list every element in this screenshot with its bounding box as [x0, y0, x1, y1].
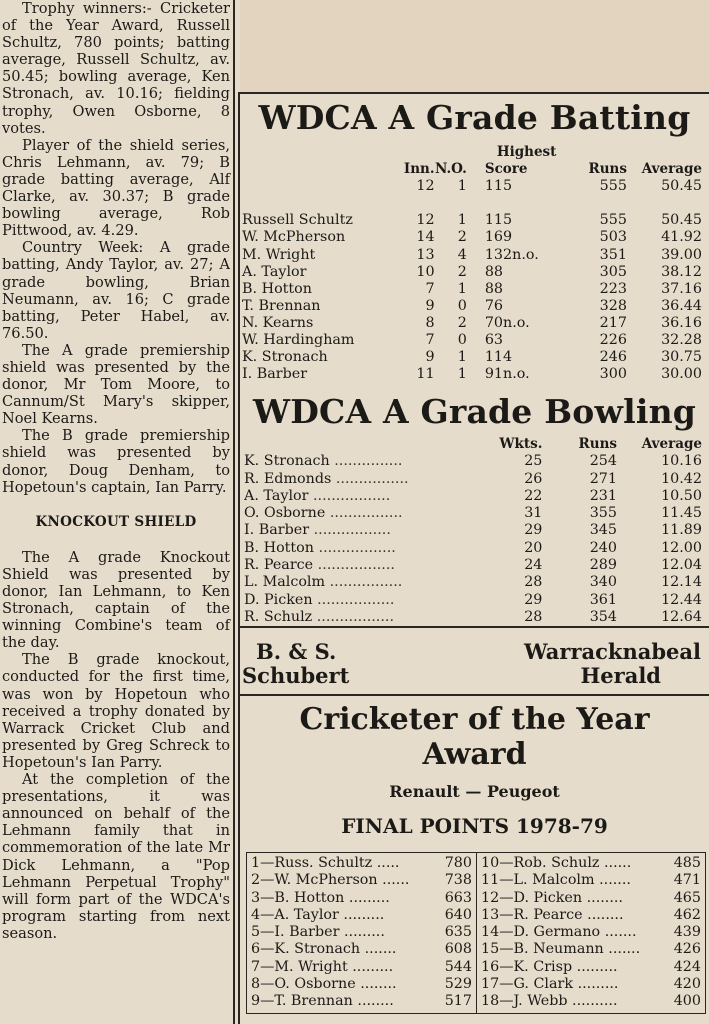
bowling-row	[244, 540, 702, 557]
cell: 39.00	[661, 246, 702, 263]
cell: 503	[599, 229, 627, 246]
cell: 226	[599, 332, 627, 349]
leader-dots: ................	[325, 505, 403, 522]
cell	[244, 522, 482, 539]
cell: 31	[524, 505, 543, 522]
bowling-row	[244, 522, 702, 539]
cell	[244, 471, 482, 488]
cell: 114	[484, 349, 513, 366]
bowling-row	[244, 592, 702, 609]
points-value: 529	[444, 976, 472, 993]
player-name-text: 7—M. Wright	[251, 958, 348, 975]
player-name	[481, 959, 667, 976]
cell: 254	[589, 453, 617, 470]
leader-dots: ........	[355, 976, 397, 993]
header-no: N.O.	[434, 161, 467, 178]
article-paragraph: Trophy winners:- Cricketer of the Year Award, Russell Schultz, 780 points; batting average, Russell Schultz, av. 50.45; bowling average, Ken Stronach, av. 10.16; fielding trophy, Owen Osborne, 8 votes.	[2, 0, 230, 137]
leader-dots: ..........	[567, 993, 618, 1010]
leader-dots: .......	[594, 872, 631, 889]
cell: 132n.o.	[484, 246, 539, 263]
bowler-name: K. Stronach	[244, 453, 330, 470]
cell: I. Barber	[242, 366, 308, 383]
cell: 0	[457, 297, 467, 314]
player-name-text: 5—I. Barber	[251, 924, 340, 941]
batting-summary-row	[242, 178, 702, 195]
final-points-heading: FINAL POINTS 1978-79	[341, 814, 608, 838]
article-paragraph: At the completion of the presentations, it was announced on behalf of the Lehmann family that in commemoration of the late Mr Dick Lehmann, a "Pop Lehmann Perpetual Trophy" will form part of the WDCA's program starting from next season.	[2, 771, 230, 942]
leader-dots: ........	[582, 889, 623, 906]
cell: 24	[524, 557, 543, 574]
article-paragraph: Country Week: A grade batting, Andy Taylor, av. 27; A grade bowling, Brian Neumann, av. 16; C grade batting, Peter Habel, av. 76.50.	[2, 239, 230, 342]
points-value: 424	[673, 958, 701, 975]
batting-row	[242, 229, 702, 246]
cell: 345	[589, 522, 617, 539]
cell: 70n.o.	[484, 314, 530, 331]
bowling-row	[244, 488, 702, 505]
cell: 7	[425, 280, 435, 297]
cell: 29	[524, 522, 543, 539]
player-name	[481, 993, 667, 1010]
player-name-text: 6—K. Stronach	[251, 941, 361, 958]
points-row	[481, 976, 701, 993]
bowling-table	[244, 436, 702, 626]
points-row	[481, 872, 701, 889]
bowling-title: WDCA A Grade Bowling	[252, 392, 697, 431]
header-wkts: Wkts.	[499, 436, 543, 452]
leader-dots: ...............	[329, 453, 403, 470]
cell: 30.00	[661, 366, 702, 383]
player-name	[481, 855, 667, 872]
cell: 20	[524, 539, 543, 556]
sponsor-right	[524, 640, 701, 688]
column-divider	[233, 0, 235, 1024]
left-article-column	[2, 0, 230, 1024]
player-name-text: 4—A. Taylor	[251, 906, 339, 923]
player-name-text: 17—G. Clark	[481, 976, 574, 993]
cell: 12.00	[661, 539, 702, 556]
player-name	[481, 941, 667, 958]
cell: 22	[524, 487, 543, 504]
bowling-row	[244, 505, 702, 522]
article-paragraph: The B grade knockout, conducted for the first time, was won by Hopetoun who received a trophy donated by Warrack Cricket Club and presented by Greg Schreck to Hopetoun's Ian Parry.	[2, 651, 230, 771]
cell: 50.45	[661, 212, 702, 229]
cell: 11.89	[661, 522, 702, 539]
cell: 25	[524, 453, 543, 470]
cell: 50.45	[661, 178, 702, 195]
cell	[244, 609, 482, 626]
points-row	[481, 855, 701, 872]
award-rule	[240, 694, 709, 696]
sponsor-left	[242, 639, 350, 688]
cell: 240	[589, 539, 617, 556]
bowler-name: R. Pearce	[244, 557, 314, 574]
cell: 12.64	[661, 608, 702, 625]
cell	[244, 557, 482, 574]
player-name-text: 18—J. Webb	[481, 993, 568, 1010]
cell: 9	[425, 349, 435, 366]
cell: 32.28	[661, 332, 702, 349]
cell: 9	[425, 297, 435, 314]
batting-row	[242, 315, 702, 332]
leader-dots: ......	[377, 872, 410, 889]
points-row	[251, 993, 472, 1010]
leader-dots: .......	[600, 924, 637, 941]
cell	[244, 505, 482, 522]
cell: T. Brennan	[242, 297, 321, 314]
award-title	[240, 702, 709, 772]
cell: 63	[484, 332, 504, 349]
cell: 13	[416, 246, 435, 263]
cell: W. Hardingham	[242, 332, 355, 349]
cell: 300	[599, 366, 627, 383]
header-score: Score	[484, 161, 528, 178]
cell: 231	[589, 487, 617, 504]
cell: 555	[599, 212, 627, 229]
player-name-text: 2—W. McPherson	[251, 872, 378, 889]
points-row	[481, 941, 701, 958]
bowler-name: B. Hotton	[244, 539, 314, 556]
leader-dots: ........	[582, 906, 624, 923]
final-points-box	[246, 852, 706, 1014]
cell: 115	[484, 212, 513, 229]
cell: 289	[589, 557, 617, 574]
player-name-text: 3—B. Hotton	[251, 889, 345, 906]
cell: 246	[599, 349, 627, 366]
cell: 1	[457, 349, 467, 366]
bowler-name: A. Taylor	[244, 487, 309, 504]
player-name-text: 11—L. Malcolm	[481, 872, 595, 889]
points-row	[481, 924, 701, 941]
leader-dots: .................	[313, 557, 395, 574]
points-value: 780	[444, 855, 472, 871]
cell	[244, 488, 482, 505]
player-name	[251, 993, 438, 1010]
cell: 88	[484, 263, 504, 280]
cell: 30.75	[661, 349, 702, 366]
batting-title: WDCA A Grade Batting	[258, 98, 691, 137]
batting-row	[242, 298, 702, 315]
player-name	[251, 907, 438, 924]
bowler-name: D. Picken	[244, 591, 313, 608]
player-name	[481, 976, 667, 993]
cell: M. Wright	[242, 246, 316, 263]
blank-paper-area	[240, 0, 709, 93]
cell: 4	[457, 246, 467, 263]
cell: 340	[589, 574, 617, 591]
cell: N. Kearns	[242, 314, 314, 331]
batting-table	[242, 144, 702, 383]
points-value: 420	[673, 976, 701, 993]
cell: 271	[589, 470, 617, 487]
cell: 351	[599, 246, 627, 263]
cell: K. Stronach	[242, 349, 328, 366]
article-paragraph: The A grade premiership shield was presented by the donor, Mr Tom Moore, to Cannum/St Mary's skipper, Noel Kearns.	[2, 341, 230, 428]
player-name-text: 8—O. Osborne	[251, 976, 356, 993]
bowling-row	[244, 609, 702, 626]
cell: 10.42	[661, 470, 702, 487]
cell: 1	[457, 366, 467, 383]
bowler-name: R. Edmonds	[244, 470, 332, 487]
player-name	[481, 907, 667, 924]
points-value: 517	[444, 993, 472, 1010]
cell: W. McPherson	[242, 229, 346, 246]
knockout-shield-subhead: KNOCKOUT SHIELD	[35, 513, 197, 530]
points-value: 465	[673, 889, 701, 906]
player-name	[251, 872, 438, 889]
cell: 115	[484, 178, 513, 195]
cell: 28	[524, 608, 543, 625]
bowling-rows	[244, 453, 702, 626]
leader-dots: .........	[347, 958, 394, 975]
leader-dots: .........	[338, 906, 385, 923]
cell: 217	[599, 314, 627, 331]
cell: 354	[589, 608, 617, 625]
points-row	[251, 855, 472, 872]
cell: 361	[589, 591, 617, 608]
points-row	[251, 907, 472, 924]
cell: 36.44	[661, 297, 702, 314]
leader-dots: .................	[308, 487, 391, 504]
player-name-text: 16—K. Crisp	[481, 958, 573, 975]
player-name	[251, 855, 438, 872]
header-average: Average	[641, 161, 702, 178]
bowling-row	[244, 574, 702, 591]
bowling-row	[244, 557, 702, 574]
points-row	[251, 959, 472, 976]
points-row	[251, 976, 472, 993]
player-name	[251, 941, 438, 958]
bowling-row	[244, 453, 702, 470]
article-paragraph: The B grade premiership shield was presented by donor, Doug Denham, to Hopetoun's captain, Ian Parry.	[2, 427, 230, 496]
cell: 38.12	[661, 263, 702, 280]
cell	[244, 574, 482, 591]
cell: 8	[425, 314, 435, 331]
header-highest: Highest	[496, 144, 557, 160]
cell: 36.16	[661, 314, 702, 331]
leader-dots: .................	[313, 539, 396, 556]
bowler-name: O. Osborne	[244, 505, 326, 522]
cell: 328	[599, 297, 627, 314]
points-row	[481, 907, 701, 924]
player-name	[481, 890, 667, 907]
award-title-line2: Award	[422, 737, 527, 772]
cell: 88	[484, 280, 504, 297]
player-name-text: 10—Rob. Schulz	[481, 855, 600, 871]
points-value: 471	[673, 872, 701, 889]
batting-rows	[242, 212, 702, 383]
player-name	[251, 976, 438, 993]
player-name	[481, 924, 667, 941]
cell: 41.92	[661, 229, 702, 246]
cell: 91n.o.	[484, 366, 530, 383]
header-average: Average	[641, 436, 702, 452]
final-points-right-column	[476, 853, 705, 1013]
cell: 305	[599, 263, 627, 280]
player-name	[251, 890, 438, 907]
cell	[244, 453, 482, 470]
points-row	[481, 993, 701, 1010]
points-value: 544	[444, 958, 472, 975]
cell	[244, 540, 482, 557]
points-row	[481, 890, 701, 907]
award-title-line1: Cricketer of the Year	[299, 702, 650, 737]
leader-dots: .....	[372, 855, 400, 871]
leader-dots: ......	[599, 855, 632, 871]
leader-dots: .........	[339, 924, 385, 941]
cell: 0	[457, 332, 467, 349]
cell: 10	[416, 263, 435, 280]
leader-dots: .......	[360, 941, 397, 958]
cell: 26	[524, 470, 543, 487]
points-row	[251, 941, 472, 958]
player-name	[481, 872, 667, 889]
sponsor-right-line2: Herald	[580, 663, 661, 688]
cell: 10.50	[661, 487, 702, 504]
leader-dots: ................	[331, 470, 409, 487]
bowling-row	[244, 471, 702, 488]
points-value: 400	[673, 993, 701, 1010]
cell: 29	[524, 591, 543, 608]
article-paragraph: Player of the shield series, Chris Lehmann, av. 79; B grade batting average, Alf Clarke, av. 30.37; B grade bowling average, Rob Pittwood, av. 4.29.	[2, 136, 230, 240]
cell: Russell Schultz	[242, 212, 353, 229]
cell: 12.04	[661, 557, 702, 574]
header-runs: Runs	[588, 161, 627, 178]
cell: 12	[416, 178, 435, 195]
top-rule	[240, 92, 709, 94]
cell: 355	[589, 505, 617, 522]
bowler-name: L. Malcolm	[244, 574, 326, 591]
cell: 14	[416, 229, 435, 246]
points-value: 738	[444, 872, 472, 889]
final-points-left-column	[247, 853, 476, 1013]
article-paragraph: The A grade Knockout Shield was presented by donor, Ian Lehmann, to Ken Stronach, captain of the winning Combine's team of the day.	[2, 548, 230, 652]
points-value: 608	[444, 941, 472, 958]
leader-dots: .........	[573, 976, 619, 993]
bowling-header-row	[244, 436, 702, 453]
player-name	[251, 924, 438, 941]
leader-dots: .................	[312, 608, 394, 625]
cell: 7	[425, 332, 435, 349]
leader-dots: .........	[572, 958, 618, 975]
header-inn: Inn.	[403, 161, 435, 178]
points-value: 635	[444, 924, 472, 941]
award-sponsor: Renault — Peugeot	[389, 782, 560, 801]
bowler-name: R. Schulz	[244, 608, 313, 625]
leader-dots: .................	[312, 591, 395, 608]
player-name-text: 9—T. Brennan	[251, 993, 353, 1010]
batting-row	[242, 247, 702, 264]
player-name-text: 12—D. Picken	[481, 889, 583, 906]
points-row	[251, 872, 472, 889]
cell: 1	[457, 280, 467, 297]
bowler-name: I. Barber	[244, 522, 310, 539]
sponsor-right-line1: Warracknabeal	[524, 639, 701, 664]
points-row	[481, 959, 701, 976]
cell: A. Taylor	[242, 263, 307, 280]
leader-dots: ................	[325, 574, 403, 591]
cell: 2	[457, 314, 467, 331]
sponsor-left-line1: B. & S.	[256, 639, 337, 664]
cell: 12.44	[661, 591, 702, 608]
cell: 11	[416, 366, 435, 383]
points-row	[251, 924, 472, 941]
batting-header-row-2	[242, 161, 702, 178]
cell: 12	[416, 212, 435, 229]
cell: 2	[457, 263, 467, 280]
player-name	[251, 959, 438, 976]
player-name-text: 1—Russ. Schultz	[251, 855, 373, 871]
stats-panel	[238, 92, 709, 1024]
cell: 12.14	[661, 574, 702, 591]
points-value: 640	[444, 906, 472, 923]
points-value: 426	[673, 941, 701, 958]
cell: 76	[484, 297, 504, 314]
cell: B. Hotton	[242, 280, 312, 297]
sponsor-left-line2: Schubert	[242, 663, 350, 688]
points-value: 462	[673, 906, 701, 923]
points-value: 485	[673, 855, 701, 871]
batting-row	[242, 366, 702, 383]
cell: 2	[457, 229, 467, 246]
cell: 37.16	[661, 280, 702, 297]
leader-dots: .................	[309, 522, 391, 539]
cell: 1	[457, 178, 467, 195]
batting-row	[242, 349, 702, 366]
player-name-text: 14—D. Germano	[481, 924, 601, 941]
batting-row	[242, 264, 702, 281]
cell: 10.16	[661, 453, 702, 470]
cell: 28	[524, 574, 543, 591]
player-name-text: 13—R. Pearce	[481, 906, 583, 923]
leader-dots: ........	[352, 993, 394, 1010]
player-name-text: 15—B. Neumann	[481, 941, 604, 958]
leader-dots: .........	[344, 889, 390, 906]
cell: 223	[599, 280, 627, 297]
points-value: 439	[673, 924, 701, 941]
points-value: 663	[444, 889, 472, 906]
cell: 11.45	[661, 505, 702, 522]
batting-row	[242, 281, 702, 298]
cell: 555	[599, 178, 627, 195]
cell: 1	[457, 212, 467, 229]
batting-row	[242, 212, 702, 229]
leader-dots: .......	[603, 941, 641, 958]
header-runs: Runs	[578, 436, 617, 452]
cell: 169	[484, 229, 513, 246]
batting-header-row-1	[242, 144, 702, 161]
sponsor-rule	[240, 626, 709, 628]
points-row	[251, 890, 472, 907]
cell	[244, 592, 482, 609]
batting-row	[242, 332, 702, 349]
